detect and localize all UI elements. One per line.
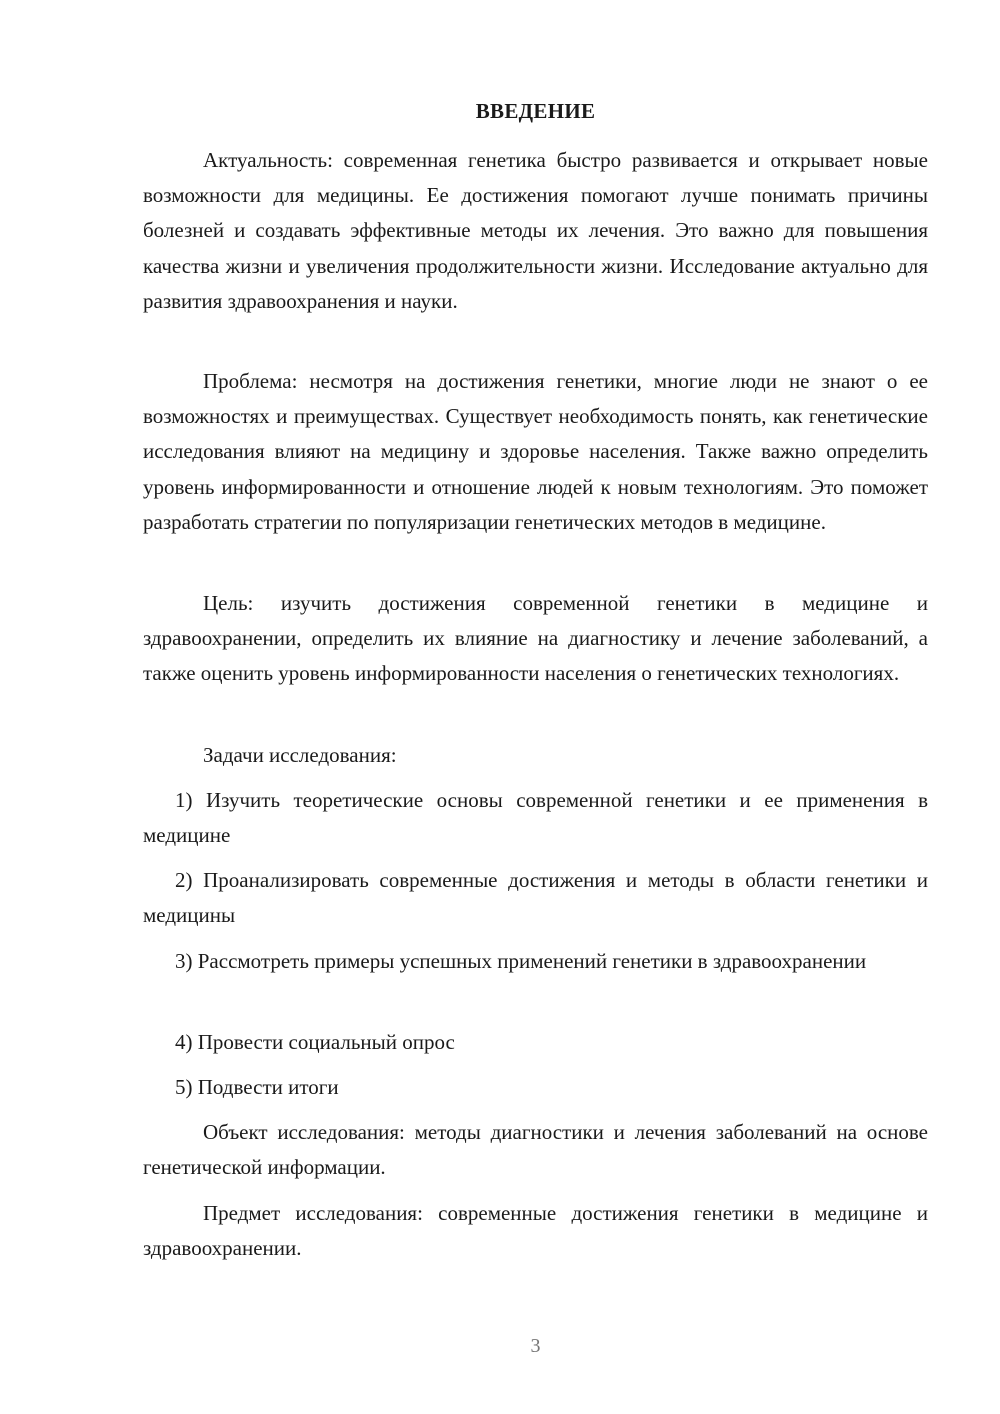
document-page xyxy=(143,0,928,1414)
paragraph-object: Объект исследования: методы диагностики и лечения заболеваний на основе генетической информации. xyxy=(143,1120,928,1180)
task-item-2: 2) Проанализировать современные достижения и методы в области генетики и медицины xyxy=(143,868,928,928)
paragraph-relevance: Актуальность: современная генетика быстро развивается и открывает новые возможности для медицины. Ее достижения помогают лучше понимать причины болезней и создавать эффективные методы их лечения. Это важно для повышения качества жизни и увеличения продолжительности жизни. Исследование актуально для развития здравоохранения и науки. xyxy=(143,148,928,313)
page-number: 3 xyxy=(530,1335,541,1357)
task-item-4: 4) Провести социальный опрос xyxy=(175,1030,455,1054)
section-heading: ВВЕДЕНИЕ xyxy=(475,99,596,123)
task-item-1: 1) Изучить теоретические основы современной генетики и ее применения в медицине xyxy=(143,788,928,848)
paragraph-subject: Предмет исследования: современные достижения генетики в медицине и здравоохранении. xyxy=(143,1201,928,1261)
task-item-3: 3) Рассмотреть примеры успешных применений генетики в здравоохранении xyxy=(175,949,867,973)
paragraph-goal: Цель: изучить достижения современной генетики в медицине и здравоохранении, определить их влияние на диагностику и лечение заболеваний, а также оценить уровень информированности населения о генетических технологиях. xyxy=(143,591,928,686)
task-item-5: 5) Подвести итоги xyxy=(175,1075,339,1099)
paragraph-tasks-intro: Задачи исследования: xyxy=(203,743,397,767)
paragraph-problem: Проблема: несмотря на достижения генетики, многие люди не знают о ее возможностях и преимуществах. Существует необходимость понять, как генетические исследования влияют на медицину и здоровье населения. Также важно определить уровень информированности и отношение людей к новым технологиям. Это поможет разработать стратегии по популяризации генетических методов в медицине. xyxy=(143,369,928,534)
